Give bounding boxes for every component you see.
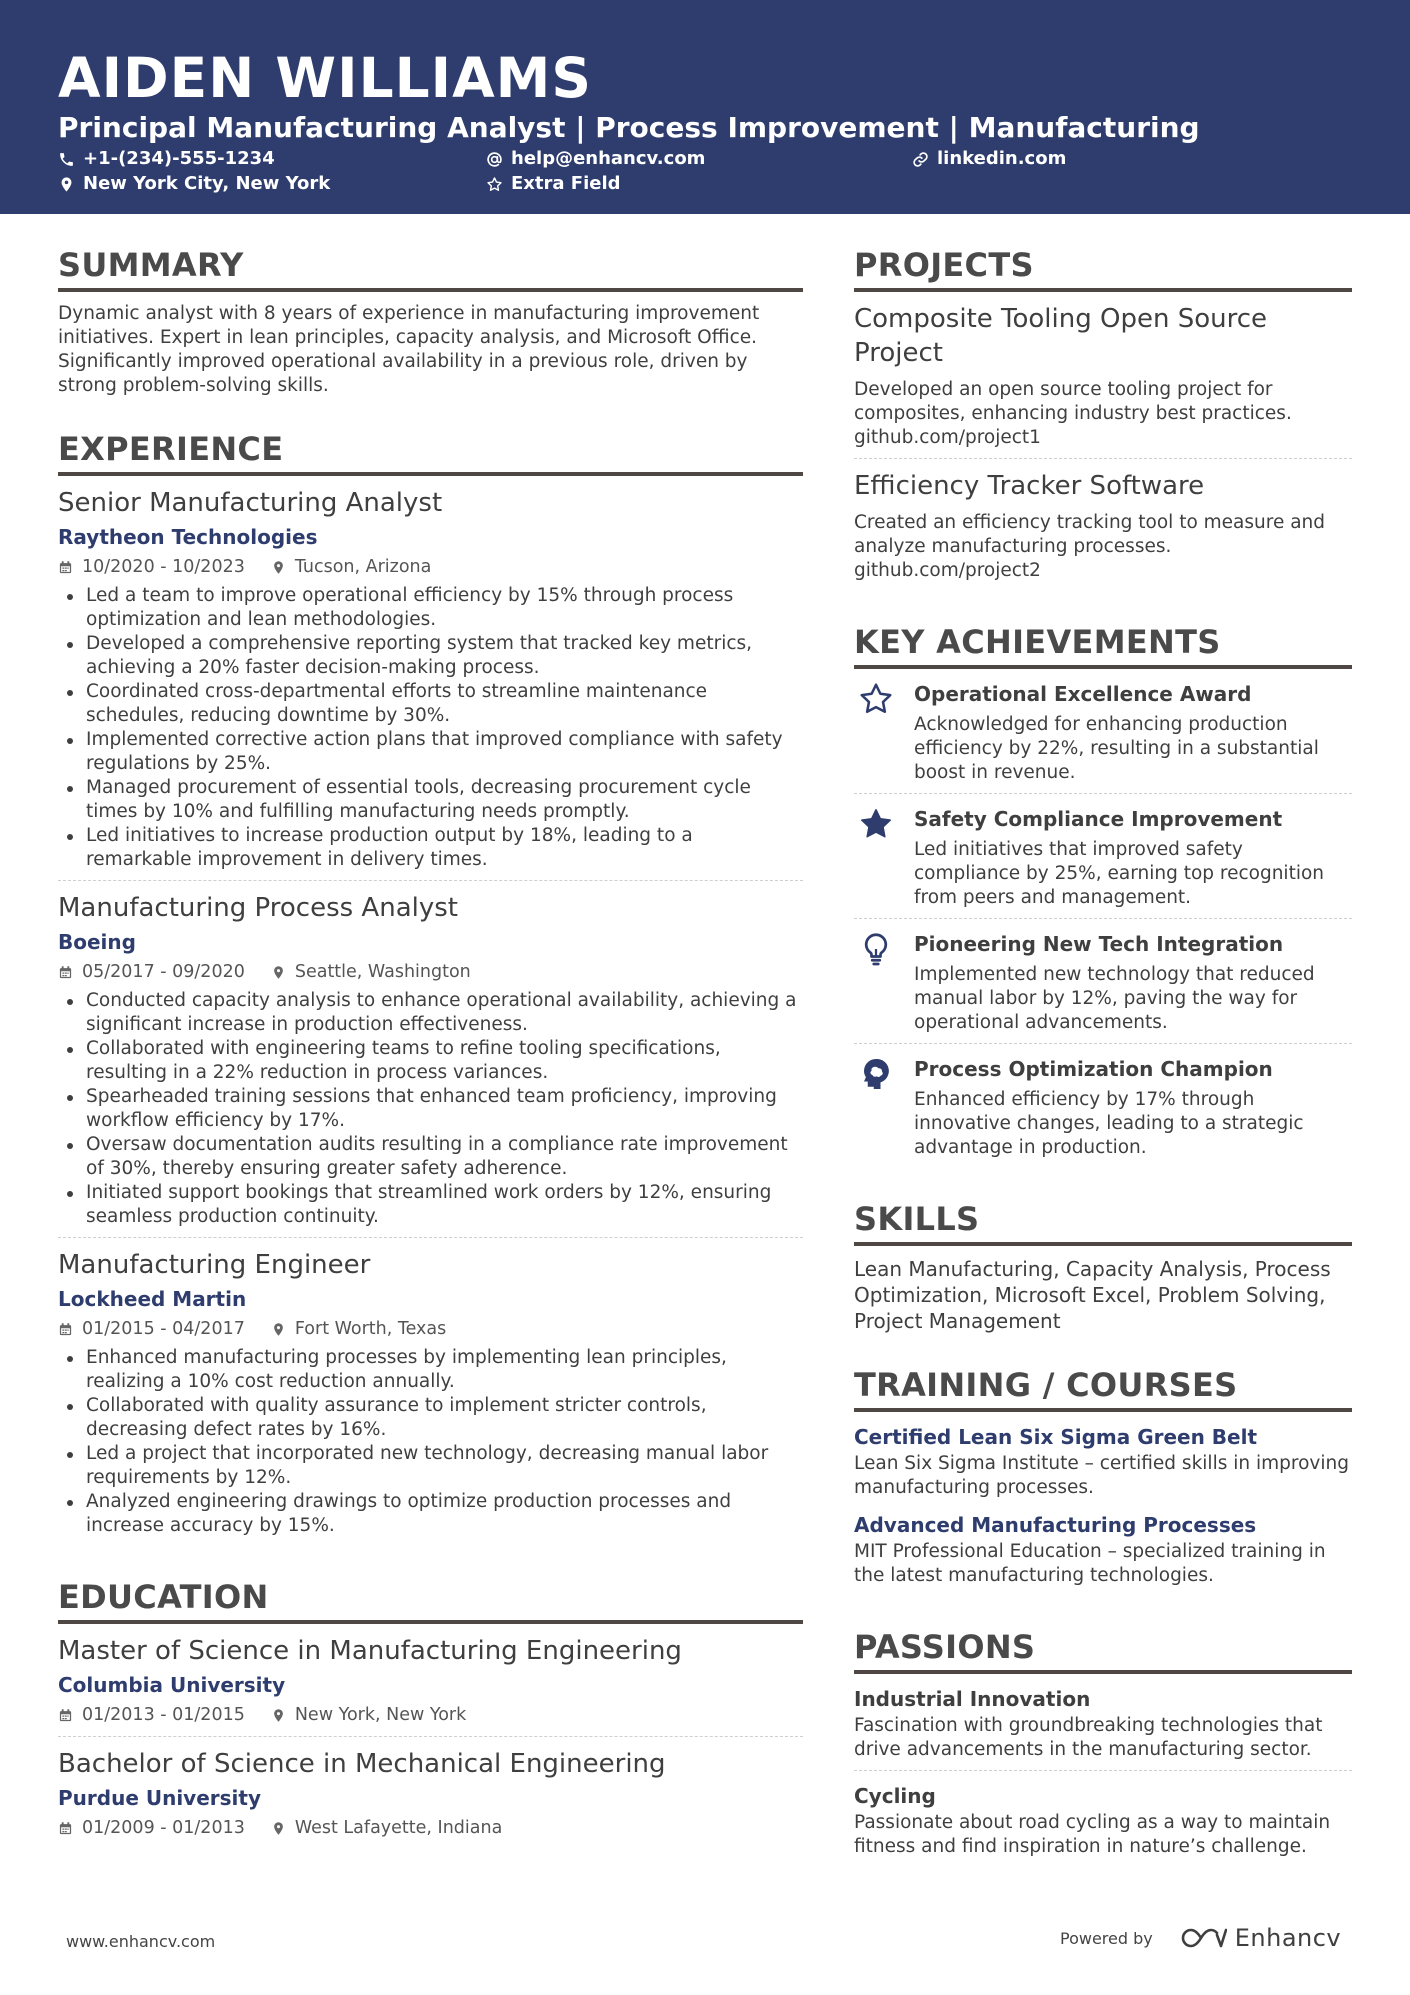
education-location-text: West Lafayette, Indiana bbox=[294, 1818, 503, 1838]
section-title-education: EDUCATION bbox=[58, 1576, 803, 1624]
achievement-title: Safety Compliance Improvement bbox=[914, 807, 1283, 831]
bullet-item: Led initiatives to increase production output by 18%, leading to a remarkable improvement in delivery times. bbox=[58, 824, 803, 872]
course-title: Advanced Manufacturing Processes bbox=[854, 1513, 1257, 1537]
achievement-entry bbox=[854, 1054, 1352, 1168]
section-title-summary: SUMMARY bbox=[58, 244, 803, 292]
enhancv-logo[interactable] bbox=[1179, 1924, 1341, 1952]
bullet-item: Spearheaded training sessions that enhanced team proficiency, improving workflow efficiency by 17%. bbox=[58, 1085, 803, 1133]
resume-header bbox=[0, 0, 1410, 214]
calendar-icon bbox=[58, 965, 73, 980]
bullet-item: Led a team to improve operational efficiency by 15% through process optimization and lean methodologies. bbox=[58, 584, 803, 632]
projects-section bbox=[854, 244, 1352, 591]
degree-title: Master of Science in Manufacturing Engineering bbox=[58, 1636, 682, 1666]
project-link[interactable]: github.com/project1 bbox=[854, 427, 1041, 448]
skills-text: Lean Manufacturing, Capacity Analysis, Process Optimization, Microsoft Excel, Problem Solving, Project Management bbox=[854, 1257, 1331, 1333]
powered-by-text: Powered by bbox=[1060, 1928, 1153, 1948]
job-dates: 01/2015 - 04/2017 bbox=[82, 1319, 245, 1339]
contact-email[interactable] bbox=[486, 147, 705, 171]
experience-section bbox=[58, 428, 803, 1546]
passion-description: Passionate about road cycling as a way to maintain fitness and find inspiration in nature’s challenge. bbox=[854, 1812, 1331, 1857]
location-pin-icon bbox=[271, 1708, 286, 1723]
passions-section bbox=[854, 1626, 1352, 1867]
education-meta bbox=[58, 1702, 803, 1728]
job-dates: 05/2017 - 09/2020 bbox=[82, 962, 245, 982]
star-filled-icon bbox=[858, 806, 894, 842]
calendar-icon bbox=[58, 1708, 73, 1723]
left-column bbox=[58, 244, 803, 1879]
achievements-section bbox=[854, 621, 1352, 1168]
education-location bbox=[271, 1815, 502, 1841]
bullet-item: Enhanced manufacturing processes by implementing lean principles, realizing a 10% cost reduction annually. bbox=[58, 1346, 803, 1394]
experience-entry bbox=[58, 1248, 803, 1546]
contact-linkedin[interactable] bbox=[912, 147, 1066, 171]
job-location bbox=[271, 554, 432, 580]
education-dates: 01/2013 - 01/2015 bbox=[82, 1705, 245, 1725]
summary-section bbox=[58, 244, 803, 398]
bullet-item: Developed a comprehensive reporting system that tracked key metrics, achieving a 20% faster decision-making process. bbox=[58, 632, 803, 680]
achievement-title: Pioneering New Tech Integration bbox=[914, 932, 1284, 956]
job-meta bbox=[58, 1316, 803, 1342]
phone-text: +1-(234)-555-1234 bbox=[83, 148, 275, 169]
course-description: MIT Professional Education – specialized training in the latest manufacturing technologies. bbox=[854, 1541, 1326, 1586]
star-outline-icon bbox=[486, 176, 503, 193]
location-pin-icon bbox=[271, 965, 286, 980]
job-location-text: Seattle, Washington bbox=[294, 962, 471, 982]
job-title: Senior Manufacturing Analyst bbox=[58, 488, 443, 518]
education-dates: 01/2009 - 01/2013 bbox=[82, 1818, 245, 1838]
project-link[interactable]: github.com/project2 bbox=[854, 560, 1041, 581]
bullet-item: Implemented corrective action plans that improved compliance with safety regulations by 25%. bbox=[58, 728, 803, 776]
bullet-item: Collaborated with quality assurance to implement stricter controls, decreasing defect rates by 16%. bbox=[58, 1394, 803, 1442]
contact-phone bbox=[58, 147, 275, 171]
training-section bbox=[854, 1364, 1352, 1596]
contact-location bbox=[58, 172, 330, 196]
project-title: Composite Tooling Open Source Project bbox=[854, 304, 1268, 368]
degree-title: Bachelor of Science in Mechanical Engineering bbox=[58, 1749, 666, 1779]
achievement-title: Operational Excellence Award bbox=[914, 682, 1252, 706]
section-title-experience: EXPERIENCE bbox=[58, 428, 803, 476]
link-icon bbox=[912, 151, 929, 168]
job-location bbox=[271, 1316, 446, 1342]
location-pin-icon bbox=[58, 176, 75, 193]
education-section bbox=[58, 1576, 803, 1849]
bullet-item: Led a project that incorporated new technology, decreasing manual labor requirements by 12%. bbox=[58, 1442, 803, 1490]
experience-entry bbox=[58, 486, 803, 881]
company-name: Lockheed Martin bbox=[58, 1287, 247, 1311]
company-name: Raytheon Technologies bbox=[58, 525, 318, 549]
extra-field-text: Extra Field bbox=[511, 173, 621, 194]
section-title-projects: PROJECTS bbox=[854, 244, 1352, 292]
head-brain-icon bbox=[858, 1056, 894, 1092]
calendar-icon bbox=[58, 1322, 73, 1337]
contact-extra bbox=[486, 172, 621, 196]
footer-branding bbox=[1060, 1924, 1341, 1952]
company-name: Boeing bbox=[58, 930, 136, 954]
at-sign-icon bbox=[486, 151, 503, 168]
project-title: Efficiency Tracker Software bbox=[854, 471, 1205, 501]
job-location-text: Fort Worth, Texas bbox=[294, 1319, 447, 1339]
linkedin-link[interactable]: linkedin.com bbox=[937, 148, 1067, 169]
footer-website[interactable]: www.enhancv.com bbox=[66, 1932, 216, 1951]
job-title: Manufacturing Process Analyst bbox=[58, 893, 458, 923]
project-description: Created an efficiency tracking tool to measure and analyze manufacturing processes. bbox=[854, 512, 1326, 557]
achievement-entry bbox=[854, 679, 1352, 794]
bullet-item: Managed procurement of essential tools, decreasing procurement cycle times by 10% and fulfilling manufacturing needs promptly. bbox=[58, 776, 803, 824]
calendar-icon bbox=[58, 560, 73, 575]
project-entry bbox=[854, 469, 1352, 591]
achievement-description: Acknowledged for enhancing production efficiency by 22%, resulting in a substantial boost in revenue. bbox=[914, 714, 1319, 783]
course-entry bbox=[854, 1510, 1352, 1596]
achievement-description: Implemented new technology that reduced manual labor by 12%, paving the way for operational advancements. bbox=[914, 964, 1315, 1033]
candidate-headline: Principal Manufacturing Analyst | Process Improvement | Manufacturing bbox=[58, 111, 1200, 144]
course-title: Certified Lean Six Sigma Green Belt bbox=[854, 1425, 1258, 1449]
job-bullets bbox=[58, 989, 803, 1229]
bullet-item: Oversaw documentation audits resulting in a compliance rate improvement of 30%, thereby ensuring greater safety adherence. bbox=[58, 1133, 803, 1181]
bullet-item: Conducted capacity analysis to enhance operational availability, achieving a significant increase in production effectiveness. bbox=[58, 989, 803, 1037]
location-pin-icon bbox=[271, 1821, 286, 1836]
achievement-description: Led initiatives that improved safety compliance by 25%, earning top recognition from peers and management. bbox=[914, 839, 1325, 908]
course-entry bbox=[854, 1422, 1352, 1500]
location-pin-icon bbox=[271, 560, 286, 575]
section-title-passions: PASSIONS bbox=[854, 1626, 1352, 1674]
section-title-training: TRAINING / COURSES bbox=[854, 1364, 1352, 1412]
phone-icon bbox=[58, 151, 75, 168]
education-location bbox=[271, 1702, 466, 1728]
job-title: Manufacturing Engineer bbox=[58, 1250, 371, 1280]
enhancv-logo-icon bbox=[1179, 1925, 1227, 1951]
bullet-item: Collaborated with engineering teams to refine tooling specifications, resulting in a 22% reduction in process variances. bbox=[58, 1037, 803, 1085]
passion-entry bbox=[854, 1684, 1352, 1771]
candidate-name: AIDEN WILLIAMS bbox=[58, 46, 593, 110]
job-meta bbox=[58, 554, 803, 580]
job-bullets bbox=[58, 584, 803, 872]
education-entry bbox=[58, 1634, 803, 1737]
bullet-item: Analyzed engineering drawings to optimize production processes and increase accuracy by 15%. bbox=[58, 1490, 803, 1538]
job-bullets bbox=[58, 1346, 803, 1538]
calendar-icon bbox=[58, 1821, 73, 1836]
job-dates: 10/2020 - 10/2023 bbox=[82, 557, 245, 577]
skills-section bbox=[854, 1198, 1352, 1334]
achievement-entry bbox=[854, 804, 1352, 919]
passion-title: Industrial Innovation bbox=[854, 1687, 1091, 1711]
education-location-text: New York, New York bbox=[294, 1705, 467, 1725]
lightbulb-icon bbox=[858, 931, 894, 967]
education-meta bbox=[58, 1815, 803, 1841]
section-title-achievements: KEY ACHIEVEMENTS bbox=[854, 621, 1352, 669]
school-name: Purdue University bbox=[58, 1786, 261, 1810]
right-column bbox=[854, 244, 1352, 1897]
star-outline-icon bbox=[858, 681, 894, 717]
school-name: Columbia University bbox=[58, 1673, 286, 1697]
bullet-item: Coordinated cross-departmental efforts to streamline maintenance schedules, reducing downtime by 30%. bbox=[58, 680, 803, 728]
achievement-entry bbox=[854, 929, 1352, 1044]
section-title-skills: SKILLS bbox=[854, 1198, 1352, 1246]
achievement-description: Enhanced efficiency by 17% through innovative changes, leading to a strategic advantage in production. bbox=[914, 1089, 1304, 1158]
project-entry bbox=[854, 302, 1352, 459]
passion-entry bbox=[854, 1781, 1352, 1867]
job-location-text: Tucson, Arizona bbox=[294, 557, 432, 577]
summary-text: Dynamic analyst with 8 years of experience in manufacturing improvement initiatives. Expert in lean principles, capacity analysis, and Microsoft Office. Significantly improved operational availability in a previous role, driven by strong problem-solving skills. bbox=[58, 303, 760, 396]
achievement-title: Process Optimization Champion bbox=[914, 1057, 1273, 1081]
brand-name: Enhancv bbox=[1234, 1924, 1342, 1952]
passion-title: Cycling bbox=[854, 1784, 936, 1808]
passion-description: Fascination with groundbreaking technologies that drive advancements in the manufacturing sector. bbox=[854, 1715, 1323, 1760]
course-description: Lean Six Sigma Institute – certified skills in improving manufacturing processes. bbox=[854, 1453, 1349, 1498]
project-description: Developed an open source tooling project for composites, enhancing industry best practices. bbox=[854, 379, 1292, 424]
job-meta bbox=[58, 959, 803, 985]
location-pin-icon bbox=[271, 1322, 286, 1337]
bullet-item: Initiated support bookings that streamlined work orders by 12%, ensuring seamless production continuity. bbox=[58, 1181, 803, 1229]
experience-entry bbox=[58, 891, 803, 1238]
location-text: New York City, New York bbox=[83, 173, 331, 194]
education-entry bbox=[58, 1747, 803, 1849]
job-location bbox=[271, 959, 471, 985]
email-link[interactable]: help@enhancv.com bbox=[511, 148, 706, 169]
